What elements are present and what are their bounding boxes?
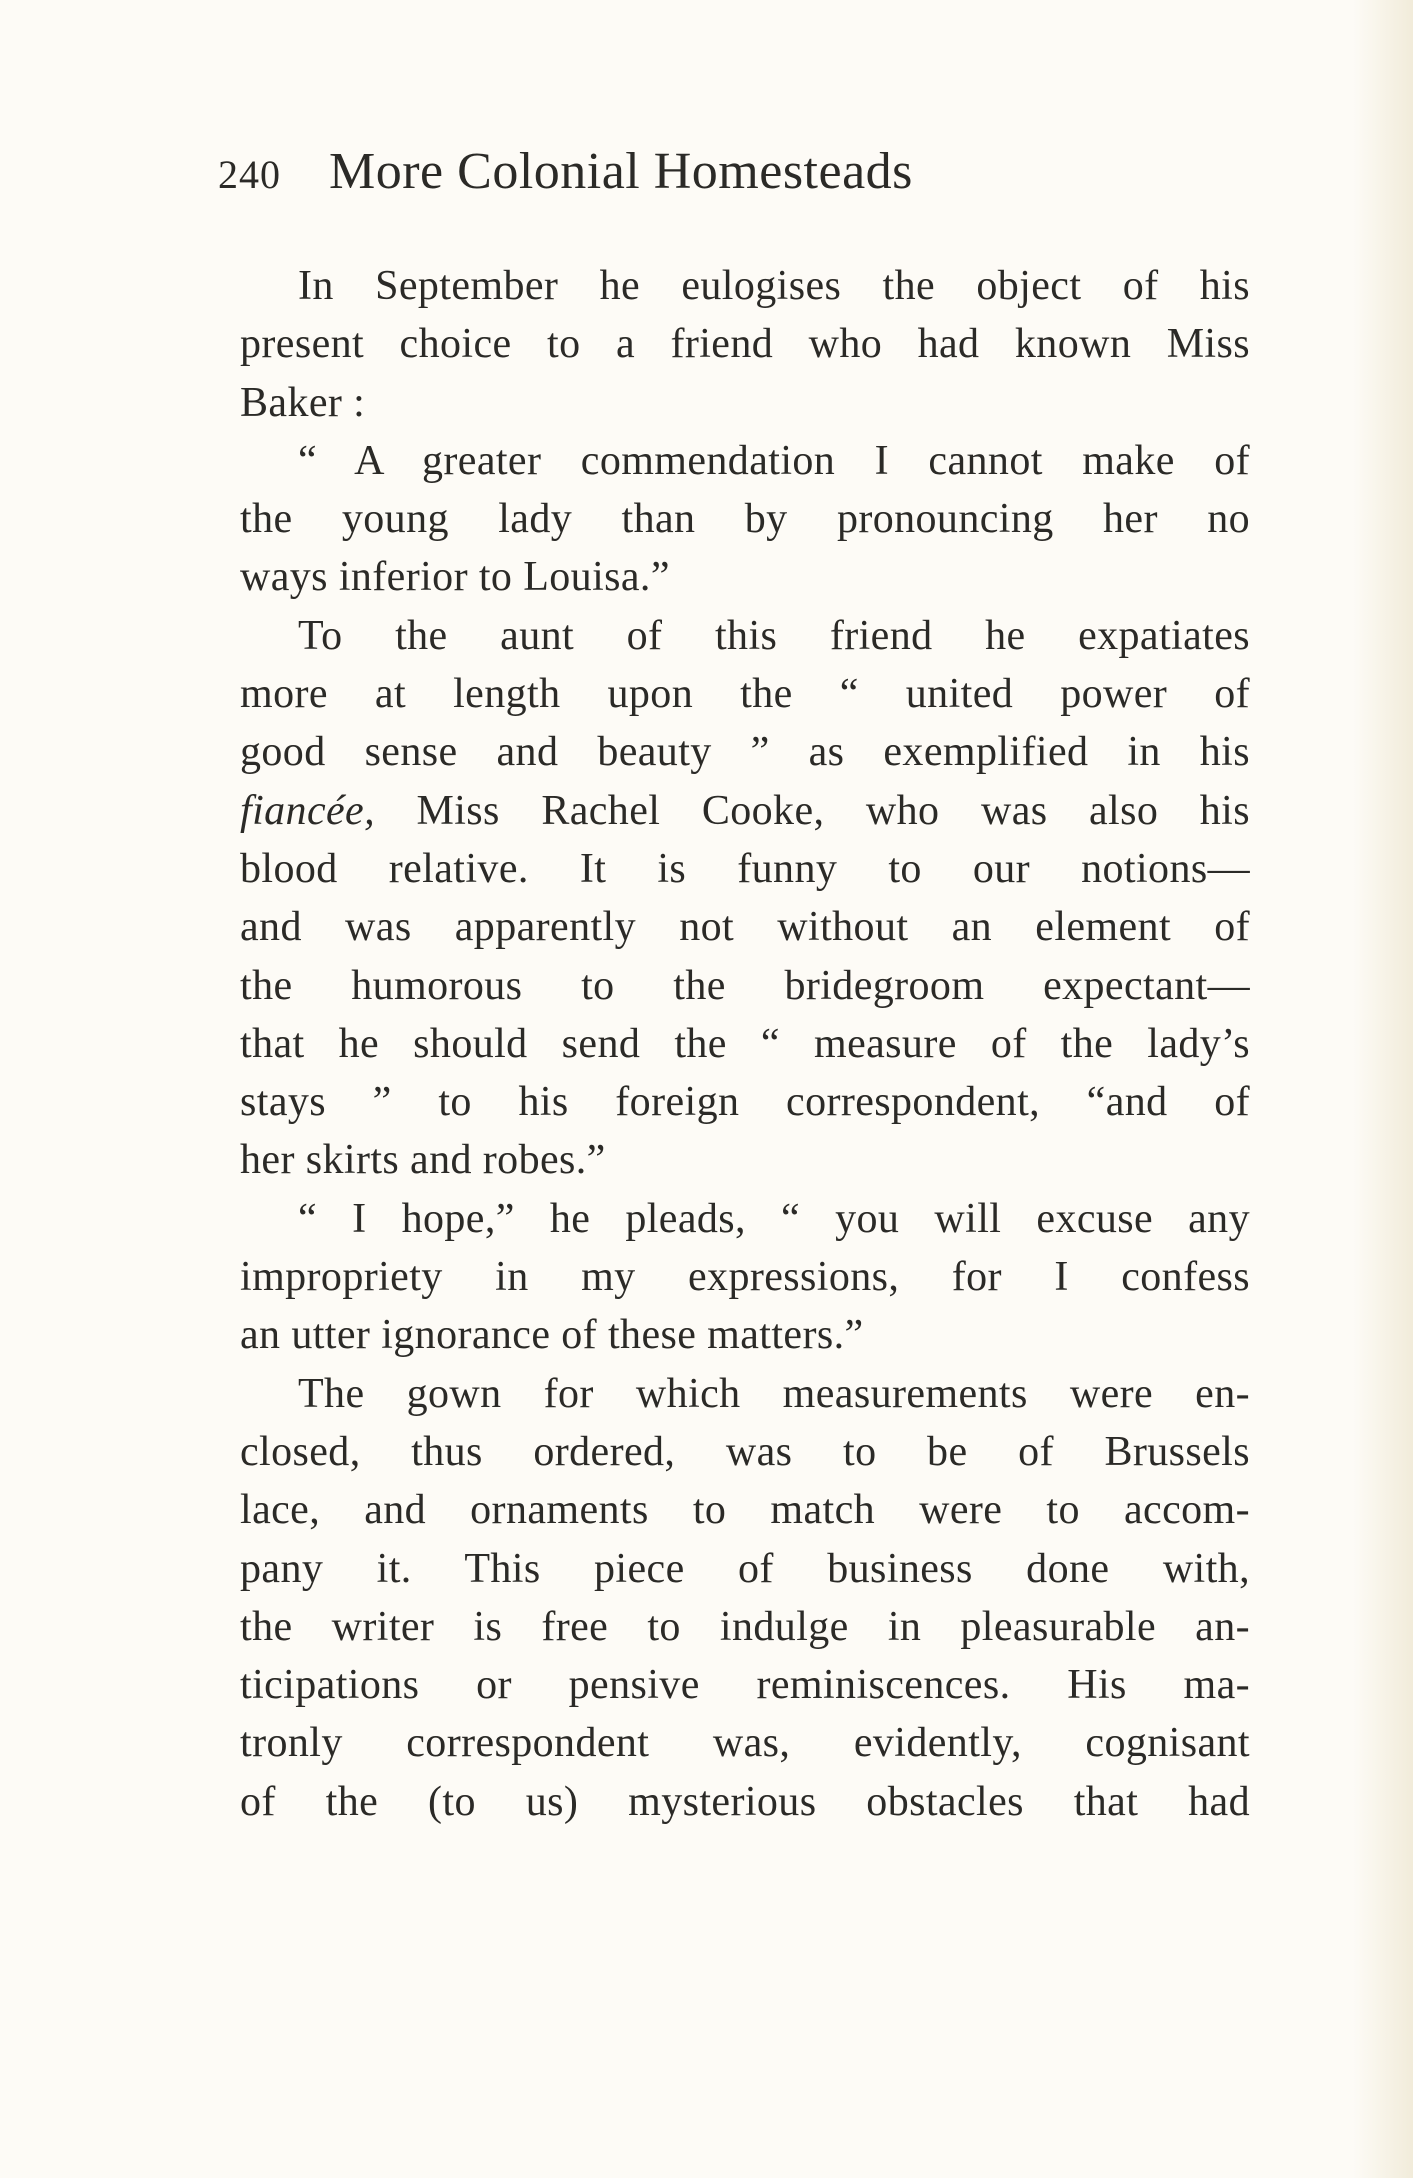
text-line: good sense and beauty ” as exemplified in his — [240, 729, 1250, 776]
text-line: To the aunt of this friend he expatiates — [298, 612, 1250, 659]
text-line: of the (to us) mysterious obstacles that had — [240, 1778, 1250, 1825]
text-line: blood relative. It is funny to our notions— — [240, 845, 1250, 892]
text-line: ticipations or pensive reminiscences. His ma- — [240, 1662, 1250, 1709]
text-line: impropriety in my expressions, for I confess — [240, 1254, 1250, 1301]
running-head — [218, 142, 1258, 204]
text-line: Baker : — [240, 379, 366, 426]
text-line: ways inferior to Louisa.” — [240, 554, 670, 601]
text-line: “ A greater commendation I cannot make of — [298, 437, 1250, 484]
text-line: her skirts and robes.” — [240, 1137, 606, 1184]
text-line — [240, 782, 1250, 840]
text-line: more at length upon the “ united power of — [240, 671, 1250, 718]
text-line: pany it. This piece of business done with, — [240, 1545, 1250, 1592]
line-rest: Miss Rachel Cooke, who was also his — [374, 787, 1250, 834]
body-text — [240, 257, 1250, 1831]
text-line: the young lady than by pronouncing her no — [240, 496, 1250, 543]
text-line: the writer is free to indulge in pleasurable an- — [240, 1603, 1250, 1650]
text-line: that he should send the “ measure of the lady’s — [240, 1020, 1250, 1067]
text-line: stays ” to his foreign correspondent, “and of — [240, 1079, 1250, 1126]
text-line: and was apparently not without an element of — [240, 904, 1250, 951]
text-line: lace, and ornaments to match were to accom- — [240, 1487, 1250, 1534]
text-line: present choice to a friend who had known Miss — [240, 321, 1250, 368]
page-edge-shading — [1353, 0, 1413, 2178]
text-line: closed, thus ordered, was to be of Brussels — [240, 1428, 1250, 1475]
text-line: “ I hope,” he pleads, “ you will excuse any — [298, 1195, 1250, 1242]
running-title: More Colonial Homesteads — [329, 143, 913, 200]
italic-word: fiancée, — [240, 787, 375, 834]
text-line: The gown for which measurements were en- — [298, 1370, 1250, 1417]
text-line: the humorous to the bridegroom expectant— — [240, 962, 1250, 1009]
text-line: an utter ignorance of these matters.” — [240, 1312, 864, 1359]
text-line: tronly correspondent was, evidently, cognisant — [240, 1720, 1250, 1767]
text-line: In September he eulogises the object of his — [298, 263, 1250, 309]
page-number: 240 — [218, 152, 281, 197]
